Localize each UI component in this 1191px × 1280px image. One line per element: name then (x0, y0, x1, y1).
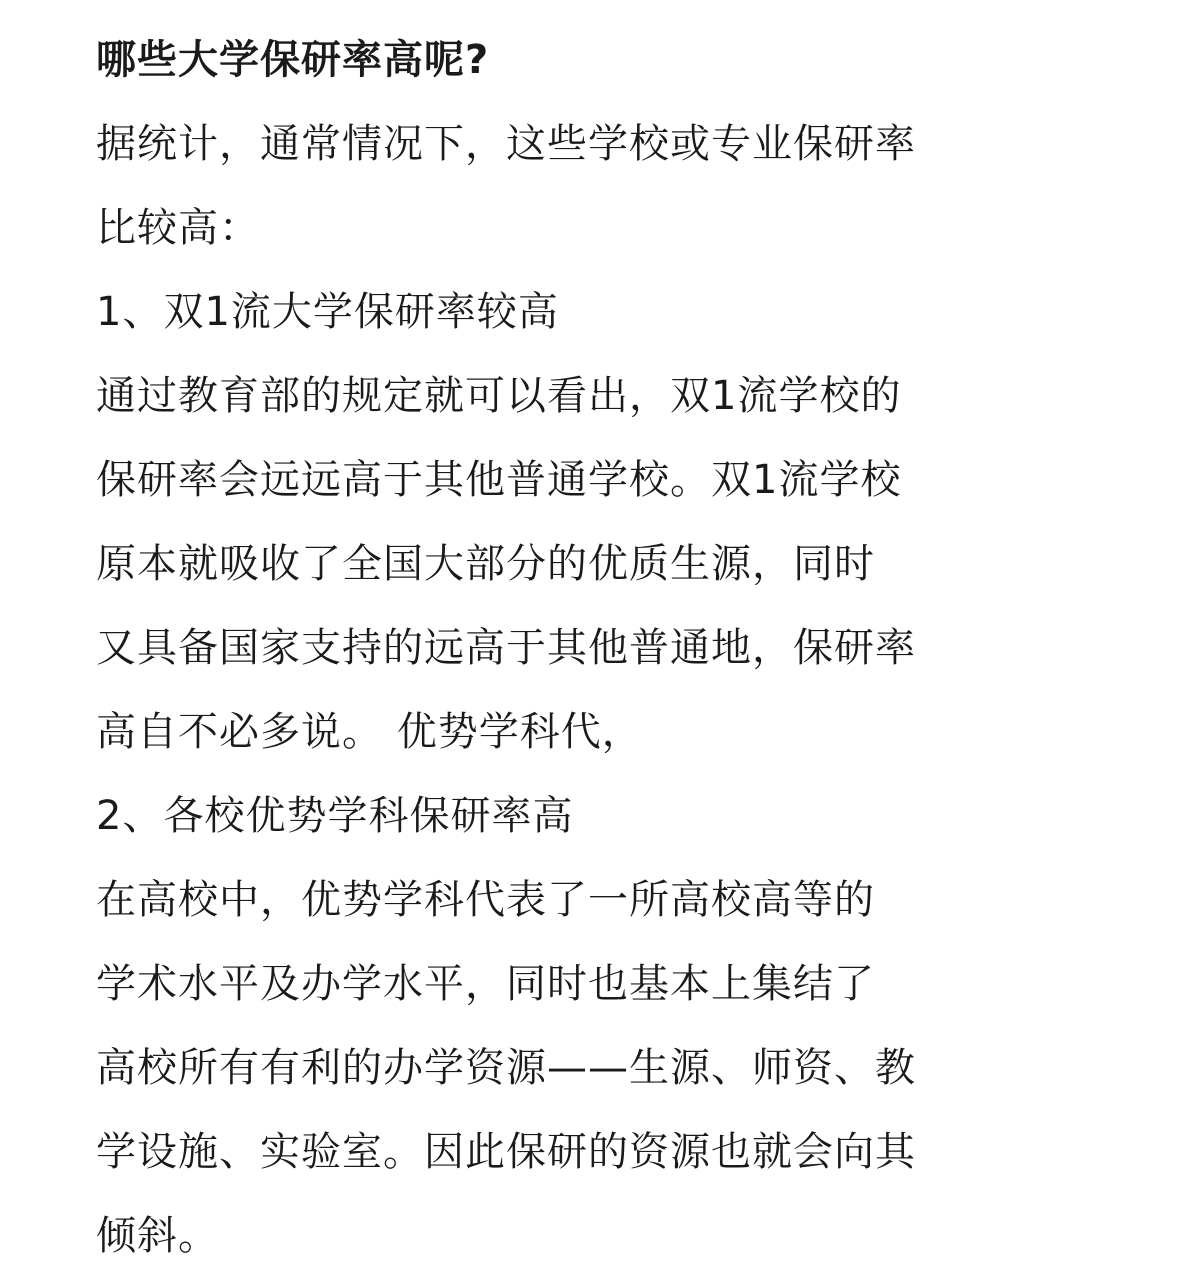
section-heading-1: 1、双1流大学保研率较高 (96, 289, 559, 335)
article (96, 18, 1106, 1278)
article-body (96, 102, 1106, 1278)
section-heading-2: 2、各校优势学科保研率高 (96, 793, 574, 839)
body-line: 学术水平及办学水平，同时也基本上集结了 (96, 961, 875, 1007)
body-line: 原本就吸收了全国大部分的优质生源，同时 (96, 541, 875, 587)
body-line: 高校所有有利的办学资源——生源、师资、教 (96, 1045, 916, 1091)
body-line: 通过教育部的规定就可以看出，双1流学校的 (96, 373, 902, 419)
body-line: 倾斜。 (96, 1213, 219, 1259)
body-line: 学设施、实验室。因此保研的资源也就会向其 (96, 1129, 916, 1175)
body-line: 比较高： (96, 205, 260, 251)
body-line: 保研率会远远高于其他普通学校。双1流学校 (96, 457, 902, 503)
article-title: 哪些大学保研率高呢? (96, 37, 490, 83)
body-line: 在高校中，优势学科代表了一所高校高等的 (96, 877, 875, 923)
body-line: 又具备国家支持的远高于其他普通地，保研率 (96, 625, 916, 671)
body-line: 高自不必多说。 优势学科代， (96, 709, 643, 755)
body-line: 据统计，通常情况下，这些学校或专业保研率 (96, 121, 916, 167)
